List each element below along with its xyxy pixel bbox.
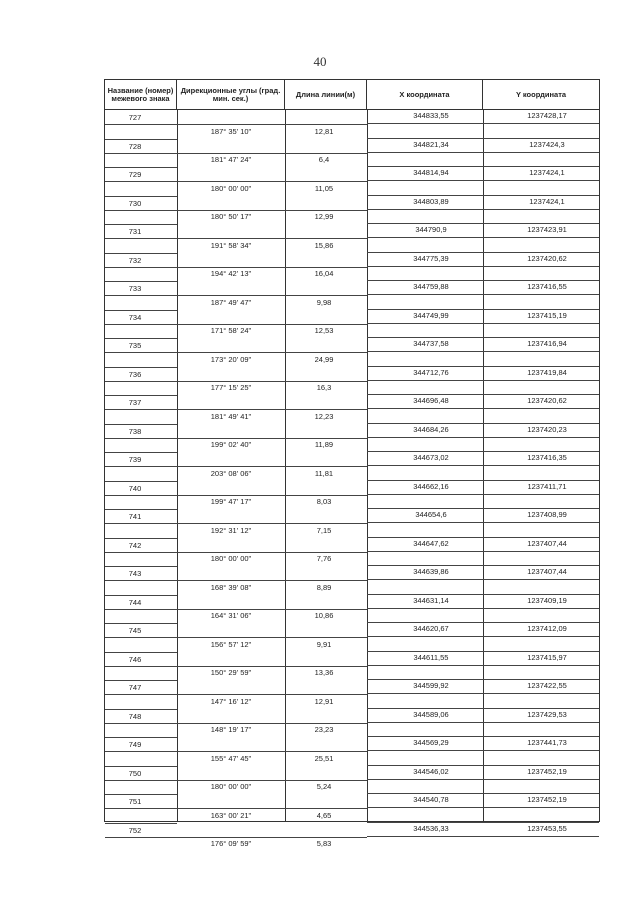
row-divider bbox=[105, 595, 177, 596]
row-divider bbox=[177, 552, 367, 553]
row-divider bbox=[367, 280, 599, 281]
line-length: 15,86 bbox=[314, 240, 334, 250]
line-length: 10,86 bbox=[314, 611, 334, 621]
point-name: 733 bbox=[128, 284, 142, 293]
y-coordinate: 1237416,94 bbox=[527, 339, 567, 348]
row-divider bbox=[105, 338, 177, 339]
row-divider bbox=[105, 737, 177, 738]
row-divider bbox=[105, 794, 177, 795]
row-divider bbox=[367, 180, 599, 181]
x-coordinate: 344749,99 bbox=[413, 310, 449, 320]
row-divider bbox=[367, 807, 599, 808]
line-length: 12,53 bbox=[314, 326, 334, 336]
row-divider bbox=[105, 139, 177, 140]
row-divider bbox=[177, 238, 367, 239]
row-divider bbox=[105, 509, 177, 510]
y-coordinate: 1237424,3 bbox=[529, 139, 565, 149]
table-header bbox=[105, 80, 599, 110]
y-coordinate: 1237429,53 bbox=[527, 709, 567, 719]
row-divider bbox=[367, 351, 599, 352]
direction-angle: 203° 08' 06" bbox=[210, 468, 252, 478]
row-divider bbox=[177, 438, 367, 439]
row-divider bbox=[105, 680, 177, 681]
point-name: 736 bbox=[128, 369, 142, 379]
y-coordinate: 1237420,62 bbox=[527, 253, 567, 263]
row-divider bbox=[177, 466, 367, 467]
row-divider bbox=[177, 181, 367, 182]
row-divider bbox=[367, 223, 599, 224]
row-divider bbox=[367, 565, 599, 566]
y-coordinate: 1237412,09 bbox=[527, 624, 567, 633]
direction-angle: 176° 09' 59" bbox=[210, 839, 252, 849]
row-divider bbox=[367, 323, 599, 324]
direction-angle: 180° 00' 00" bbox=[210, 554, 252, 564]
direction-angle: 171° 58' 24" bbox=[210, 326, 252, 336]
line-length: 7,15 bbox=[316, 525, 332, 535]
point-name: 743 bbox=[128, 569, 142, 578]
row-divider bbox=[367, 793, 599, 794]
direction-angle: 180° 50' 17" bbox=[210, 212, 252, 222]
row-divider bbox=[177, 409, 367, 410]
row-divider bbox=[367, 765, 599, 766]
row-divider bbox=[105, 694, 177, 695]
line-length: 5,83 bbox=[316, 839, 332, 849]
row-divider bbox=[367, 736, 599, 737]
row-divider bbox=[367, 522, 599, 523]
point-name: 742 bbox=[128, 540, 142, 550]
row-divider bbox=[105, 751, 177, 752]
row-divider bbox=[367, 551, 599, 552]
row-divider bbox=[177, 694, 367, 695]
x-coordinate: 344775,39 bbox=[413, 253, 449, 263]
y-coordinate: 1237453,55 bbox=[527, 823, 567, 833]
line-length: 11,05 bbox=[314, 183, 334, 193]
row-divider bbox=[105, 623, 177, 624]
row-divider bbox=[177, 523, 367, 524]
direction-angle: 187° 49' 47" bbox=[210, 297, 252, 307]
row-divider bbox=[105, 367, 177, 368]
y-coordinate: 1237441,73 bbox=[527, 738, 567, 747]
x-coordinate: 344814,94 bbox=[413, 168, 449, 177]
row-divider bbox=[367, 366, 599, 367]
row-divider bbox=[105, 295, 177, 296]
x-coordinate: 344662,16 bbox=[413, 481, 449, 491]
x-coordinate: 344540,78 bbox=[413, 795, 449, 804]
row-divider bbox=[105, 224, 177, 225]
y-coordinate: 1237416,35 bbox=[527, 453, 567, 462]
line-length: 12,23 bbox=[314, 411, 334, 421]
row-divider bbox=[367, 465, 599, 466]
row-divider bbox=[105, 238, 177, 239]
row-divider bbox=[105, 481, 177, 482]
row-divider bbox=[105, 723, 177, 724]
row-divider bbox=[177, 495, 367, 496]
x-coordinate: 344546,02 bbox=[413, 766, 449, 776]
row-divider bbox=[105, 652, 177, 653]
row-divider bbox=[367, 693, 599, 694]
y-coordinate: 1237420,62 bbox=[527, 396, 567, 405]
row-divider bbox=[177, 723, 367, 724]
row-divider bbox=[367, 309, 599, 310]
x-coordinate: 344821,34 bbox=[413, 139, 449, 149]
row-divider bbox=[105, 352, 177, 353]
row-divider bbox=[367, 451, 599, 452]
row-divider bbox=[367, 708, 599, 709]
x-coordinate: 344803,89 bbox=[413, 196, 449, 206]
y-coordinate: 1237420,23 bbox=[527, 424, 567, 434]
row-divider bbox=[105, 381, 177, 382]
row-divider bbox=[105, 424, 177, 425]
direction-angle: 199° 47' 17" bbox=[210, 497, 252, 507]
row-divider bbox=[367, 594, 599, 595]
line-length: 12,81 bbox=[314, 126, 334, 136]
direction-angle: 192° 31' 12" bbox=[210, 525, 252, 535]
row-divider bbox=[367, 679, 599, 680]
row-divider bbox=[177, 580, 367, 581]
row-divider bbox=[367, 508, 599, 509]
direction-angle: 163° 00' 21" bbox=[210, 810, 252, 820]
x-coordinate: 344712,76 bbox=[413, 367, 449, 377]
header-direction-angle: Дирекционные углы (град. мин. сек.) bbox=[177, 80, 285, 109]
point-name: 745 bbox=[128, 626, 142, 635]
row-divider bbox=[105, 566, 177, 567]
row-divider bbox=[367, 665, 599, 666]
direction-angle: 187° 35' 10" bbox=[210, 126, 252, 136]
point-name: 734 bbox=[128, 312, 142, 322]
row-divider bbox=[367, 494, 599, 495]
point-name: 728 bbox=[128, 141, 142, 151]
row-divider bbox=[177, 267, 367, 268]
row-divider bbox=[367, 836, 599, 837]
header-line-length: Длина линии(м) bbox=[285, 80, 367, 109]
header-point-name: Название (номер) межевого знака bbox=[105, 80, 177, 109]
coordinates-table bbox=[104, 79, 600, 849]
x-coordinate: 344833,55 bbox=[413, 111, 449, 120]
row-divider bbox=[367, 408, 599, 409]
point-name: 727 bbox=[128, 113, 142, 122]
x-coordinate: 344737,58 bbox=[413, 339, 449, 348]
point-name: 738 bbox=[128, 426, 142, 436]
row-divider bbox=[105, 580, 177, 581]
direction-angle: 180° 00' 00" bbox=[210, 782, 252, 792]
point-name: 737 bbox=[128, 398, 142, 407]
row-divider bbox=[105, 124, 177, 125]
direction-angle: 181° 49' 41" bbox=[210, 411, 252, 421]
row-divider bbox=[105, 808, 177, 809]
point-name: 752 bbox=[128, 825, 142, 835]
direction-angle: 180° 00' 00" bbox=[210, 183, 252, 193]
row-divider bbox=[177, 751, 367, 752]
direction-angle: 199° 02' 40" bbox=[210, 440, 252, 450]
row-divider bbox=[367, 138, 599, 139]
direction-angle: 147° 16' 12" bbox=[210, 696, 252, 706]
y-coordinate: 1237419,84 bbox=[527, 367, 567, 377]
row-divider bbox=[367, 579, 599, 580]
row-divider bbox=[105, 666, 177, 667]
x-coordinate: 344673,02 bbox=[413, 453, 449, 462]
row-divider bbox=[105, 210, 177, 211]
row-divider bbox=[105, 766, 177, 767]
row-divider bbox=[105, 823, 177, 824]
row-divider bbox=[367, 252, 599, 253]
header-y-coordinate: Y координата bbox=[515, 89, 567, 99]
x-coordinate: 344536,33 bbox=[413, 823, 449, 833]
row-divider bbox=[105, 709, 177, 710]
x-coordinate: 344696,48 bbox=[413, 396, 449, 405]
row-divider bbox=[105, 452, 177, 453]
row-divider bbox=[367, 237, 599, 238]
line-length: 8,03 bbox=[316, 497, 332, 507]
row-divider bbox=[105, 310, 177, 311]
line-length: 16,3 bbox=[316, 383, 332, 393]
point-name: 746 bbox=[128, 654, 142, 664]
x-coordinate: 344569,29 bbox=[413, 738, 449, 747]
line-length: 7,76 bbox=[316, 554, 332, 564]
row-divider bbox=[367, 537, 599, 538]
y-coordinate: 1237407,44 bbox=[527, 538, 567, 548]
row-divider bbox=[367, 152, 599, 153]
row-divider bbox=[367, 822, 599, 823]
line-length: 8,89 bbox=[316, 582, 332, 592]
row-divider bbox=[367, 608, 599, 609]
direction-angle: 177° 15' 25" bbox=[210, 383, 252, 393]
direction-angle: 181° 47' 24" bbox=[210, 155, 252, 165]
direction-angle: 173° 20' 09" bbox=[210, 354, 252, 364]
row-divider bbox=[367, 423, 599, 424]
row-divider bbox=[105, 253, 177, 254]
row-divider bbox=[177, 780, 367, 781]
x-coordinate: 344589,06 bbox=[413, 709, 449, 719]
direction-angle: 164° 31' 06" bbox=[210, 611, 252, 621]
point-name: 751 bbox=[128, 797, 142, 806]
row-divider bbox=[105, 466, 177, 467]
y-coordinate: 1237416,55 bbox=[527, 282, 567, 291]
y-coordinate: 1237424,1 bbox=[529, 196, 565, 206]
row-divider bbox=[105, 409, 177, 410]
x-coordinate: 344684,26 bbox=[413, 424, 449, 434]
row-divider bbox=[105, 267, 177, 268]
row-divider bbox=[177, 324, 367, 325]
line-length: 9,91 bbox=[316, 639, 332, 649]
row-divider bbox=[367, 195, 599, 196]
row-divider bbox=[105, 552, 177, 553]
x-coordinate: 344611,55 bbox=[413, 652, 449, 662]
line-length: 4,65 bbox=[316, 810, 332, 820]
line-length: 24,99 bbox=[314, 354, 334, 364]
row-divider bbox=[177, 124, 367, 125]
row-divider bbox=[105, 609, 177, 610]
direction-angle: 148° 19' 17" bbox=[210, 725, 252, 735]
line-length: 25,51 bbox=[314, 753, 334, 763]
row-divider bbox=[105, 395, 177, 396]
x-coordinate: 344654,6 bbox=[415, 510, 447, 519]
y-coordinate: 1237428,17 bbox=[527, 111, 567, 120]
row-divider bbox=[367, 123, 599, 124]
row-divider bbox=[367, 636, 599, 637]
row-divider bbox=[105, 637, 177, 638]
y-coordinate: 1237452,19 bbox=[527, 766, 567, 776]
header-x-coordinate: X координата bbox=[367, 80, 483, 109]
row-divider bbox=[367, 779, 599, 780]
y-coordinate: 1237422,55 bbox=[527, 681, 567, 690]
x-coordinate: 344790,9 bbox=[415, 225, 447, 234]
x-coordinate: 344639,86 bbox=[413, 567, 449, 576]
x-coordinate: 344647,62 bbox=[413, 538, 449, 548]
row-divider bbox=[367, 394, 599, 395]
page-number: 40 bbox=[313, 54, 327, 69]
row-divider bbox=[105, 780, 177, 781]
row-divider bbox=[367, 266, 599, 267]
row-divider bbox=[177, 808, 367, 809]
row-divider bbox=[367, 209, 599, 210]
y-coordinate: 1237415,19 bbox=[527, 310, 567, 320]
row-divider bbox=[105, 281, 177, 282]
line-length: 11,81 bbox=[314, 468, 334, 478]
row-divider bbox=[367, 750, 599, 751]
row-divider bbox=[177, 352, 367, 353]
point-name: 744 bbox=[128, 597, 142, 607]
y-coordinate: 1237411,71 bbox=[527, 481, 567, 491]
row-divider bbox=[177, 381, 367, 382]
row-divider bbox=[105, 495, 177, 496]
y-coordinate: 1237409,19 bbox=[527, 595, 567, 605]
row-divider bbox=[177, 837, 367, 838]
direction-angle: 194° 42' 13" bbox=[210, 269, 252, 279]
direction-angle: 156° 57' 12" bbox=[210, 639, 252, 649]
x-coordinate: 344620,67 bbox=[413, 624, 449, 633]
row-divider bbox=[177, 666, 367, 667]
line-length: 6,4 bbox=[318, 155, 330, 165]
y-coordinate: 1237452,19 bbox=[527, 795, 567, 804]
x-coordinate: 344599,92 bbox=[413, 681, 449, 690]
row-divider bbox=[177, 153, 367, 154]
row-divider bbox=[367, 380, 599, 381]
line-length: 12,91 bbox=[314, 696, 334, 706]
point-name: 730 bbox=[128, 198, 142, 208]
row-divider bbox=[105, 523, 177, 524]
row-divider bbox=[105, 438, 177, 439]
row-divider bbox=[105, 324, 177, 325]
row-divider bbox=[177, 609, 367, 610]
row-divider bbox=[177, 637, 367, 638]
row-divider bbox=[105, 181, 177, 182]
row-divider bbox=[105, 167, 177, 168]
x-coordinate: 344759,88 bbox=[413, 282, 449, 291]
row-divider bbox=[367, 337, 599, 338]
line-length: 5,24 bbox=[316, 782, 332, 792]
row-divider bbox=[367, 166, 599, 167]
y-coordinate: 1237415,97 bbox=[527, 652, 567, 662]
point-name: 750 bbox=[128, 768, 142, 778]
row-divider bbox=[367, 480, 599, 481]
point-name: 747 bbox=[128, 683, 142, 692]
row-divider bbox=[367, 294, 599, 295]
line-length: 13,36 bbox=[314, 668, 334, 678]
point-name: 748 bbox=[128, 711, 142, 721]
row-divider bbox=[177, 210, 367, 211]
row-divider bbox=[367, 722, 599, 723]
point-name: 740 bbox=[128, 483, 142, 493]
y-coordinate: 1237407,44 bbox=[527, 567, 567, 576]
row-divider bbox=[105, 196, 177, 197]
row-divider bbox=[367, 437, 599, 438]
row-divider bbox=[105, 538, 177, 539]
point-name: 749 bbox=[128, 740, 142, 749]
row-divider bbox=[367, 622, 599, 623]
direction-angle: 168° 39' 08" bbox=[210, 582, 252, 592]
point-name: 735 bbox=[128, 341, 142, 350]
point-name: 732 bbox=[128, 255, 142, 265]
line-length: 11,89 bbox=[314, 440, 334, 450]
point-name: 731 bbox=[128, 227, 142, 236]
row-divider bbox=[367, 651, 599, 652]
row-divider bbox=[105, 153, 177, 154]
direction-angle: 150° 29' 59" bbox=[210, 668, 252, 678]
point-name: 729 bbox=[128, 170, 142, 179]
y-coordinate: 1237408,99 bbox=[527, 510, 567, 519]
point-name: 741 bbox=[128, 512, 142, 521]
y-coordinate: 1237424,1 bbox=[529, 168, 565, 177]
x-coordinate: 344631,14 bbox=[413, 595, 449, 605]
line-length: 23,23 bbox=[314, 725, 334, 735]
line-length: 9,98 bbox=[316, 297, 332, 307]
direction-angle: 191° 58' 34" bbox=[210, 240, 252, 250]
direction-angle: 155° 47' 45" bbox=[210, 753, 252, 763]
point-name: 739 bbox=[128, 455, 142, 464]
row-divider bbox=[177, 295, 367, 296]
line-length: 12,99 bbox=[314, 212, 334, 222]
line-length: 16,04 bbox=[314, 269, 334, 279]
y-coordinate: 1237423,91 bbox=[527, 225, 567, 234]
row-divider bbox=[105, 837, 177, 838]
